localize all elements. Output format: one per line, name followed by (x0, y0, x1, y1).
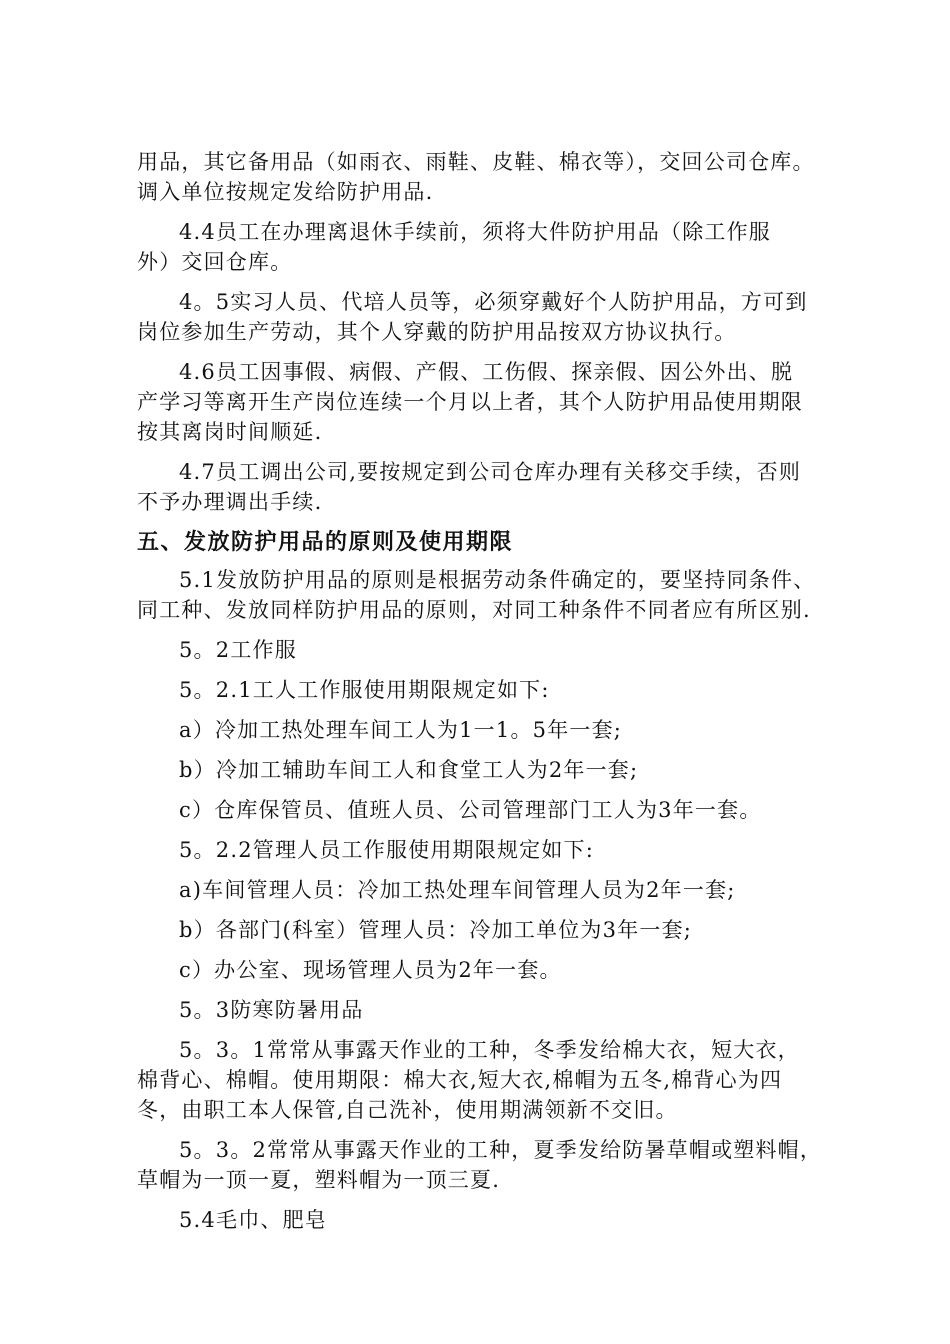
document-body (137, 147, 823, 1245)
text-line: 5。3。2常常从事露天作业的工种，夏季发给防暑草帽或塑料帽， (179, 1138, 823, 1162)
text-line: 按其离岗时间顺延. (137, 420, 323, 444)
list-item-c-managers: c）办公室、现场管理人员为2年一套。 (179, 958, 562, 982)
text-line: 5.1发放防护用品的原则是根据劳动条件确定的，要坚持同条件、 (179, 568, 816, 592)
text-line: 5。3。1常常从事露天作业的工种，冬季发给棉大衣，短大衣， (179, 1038, 800, 1062)
list-item-b-workers: b）冷加工辅助车间工人和食堂工人为2年一套; (179, 758, 639, 782)
text-line: 冬，由职工本人保管,自己洗补，使用期满领新不交旧。 (137, 1098, 678, 1122)
text-line: 不予办理调出手续. (137, 490, 323, 514)
text-line: 4.7员工调出公司,要按规定到公司仓库办理有关移交手续，否则 (179, 460, 802, 484)
paragraph-5-3: 5。3防寒防暑用品 (179, 998, 364, 1022)
paragraph-5-2-2: 5。2.2管理人员工作服使用期限规定如下: (179, 838, 595, 862)
text-line: 外）交回仓库。 (137, 250, 293, 274)
text-line: 同工种、发放同样防护用品的原则，对同工种条件不同者应有所区别. (137, 598, 811, 622)
text-line: 草帽为一顶一夏，塑料帽为一顶三夏. (137, 1168, 501, 1192)
section-heading-5: 五、发放防护用品的原则及使用期限 (137, 530, 514, 555)
paragraph-4-5 (137, 287, 817, 347)
list-item-b-managers: b）各部门(科室）管理人员：冷加工单位为3年一套; (179, 918, 693, 942)
paragraph-5-1 (137, 565, 817, 625)
text-line: 产学习等离开生产岗位连续一个月以上者，其个人防护用品使用期限 (137, 390, 803, 414)
paragraph-4-4 (137, 217, 817, 277)
paragraph-5-3-1 (137, 1035, 817, 1125)
list-item-a-managers: a)车间管理人员：冷加工热处理车间管理人员为2年一套; (179, 878, 736, 902)
paragraph-5-2-1: 5。2.1工人工作服使用期限规定如下: (179, 678, 550, 702)
text-line: 用品，其它备用品（如雨衣、雨鞋、皮鞋、棉衣等），交回公司仓库。 (137, 150, 815, 174)
text-line: 4.6员工因事假、病假、产假、工伤假、探亲假、因公外出、脱 (179, 360, 794, 384)
list-item-a-workers: a）冷加工热处理车间工人为1一1。5年一套; (179, 718, 623, 742)
paragraph-4-7 (137, 457, 817, 517)
paragraph-5-3-2 (137, 1135, 823, 1195)
text-line: 岗位参加生产劳动，其个人穿戴的防护用品按双方协议执行。 (137, 320, 737, 344)
paragraph-5-2: 5。2工作服 (179, 638, 297, 662)
paragraph-4-6 (137, 357, 817, 447)
paragraph-5-4: 5.4毛巾、肥皂 (179, 1208, 327, 1232)
text-line: 4.4员工在办理离退休手续前，须将大件防护用品（除工作服 (179, 220, 771, 244)
text-line: 调入单位按规定发给防护用品. (137, 180, 434, 204)
text-line: 棉背心、棉帽。使用期限：棉大衣,短大衣,棉帽为五冬,棉背心为四 (137, 1068, 783, 1092)
list-item-c-workers: c）仓库保管员、值班人员、公司管理部门工人为3年一套。 (179, 798, 762, 822)
paragraph-returned-items (137, 147, 817, 207)
text-line: 4。5实习人员、代培人员等，必须穿戴好个人防护用品，方可到 (179, 290, 808, 314)
